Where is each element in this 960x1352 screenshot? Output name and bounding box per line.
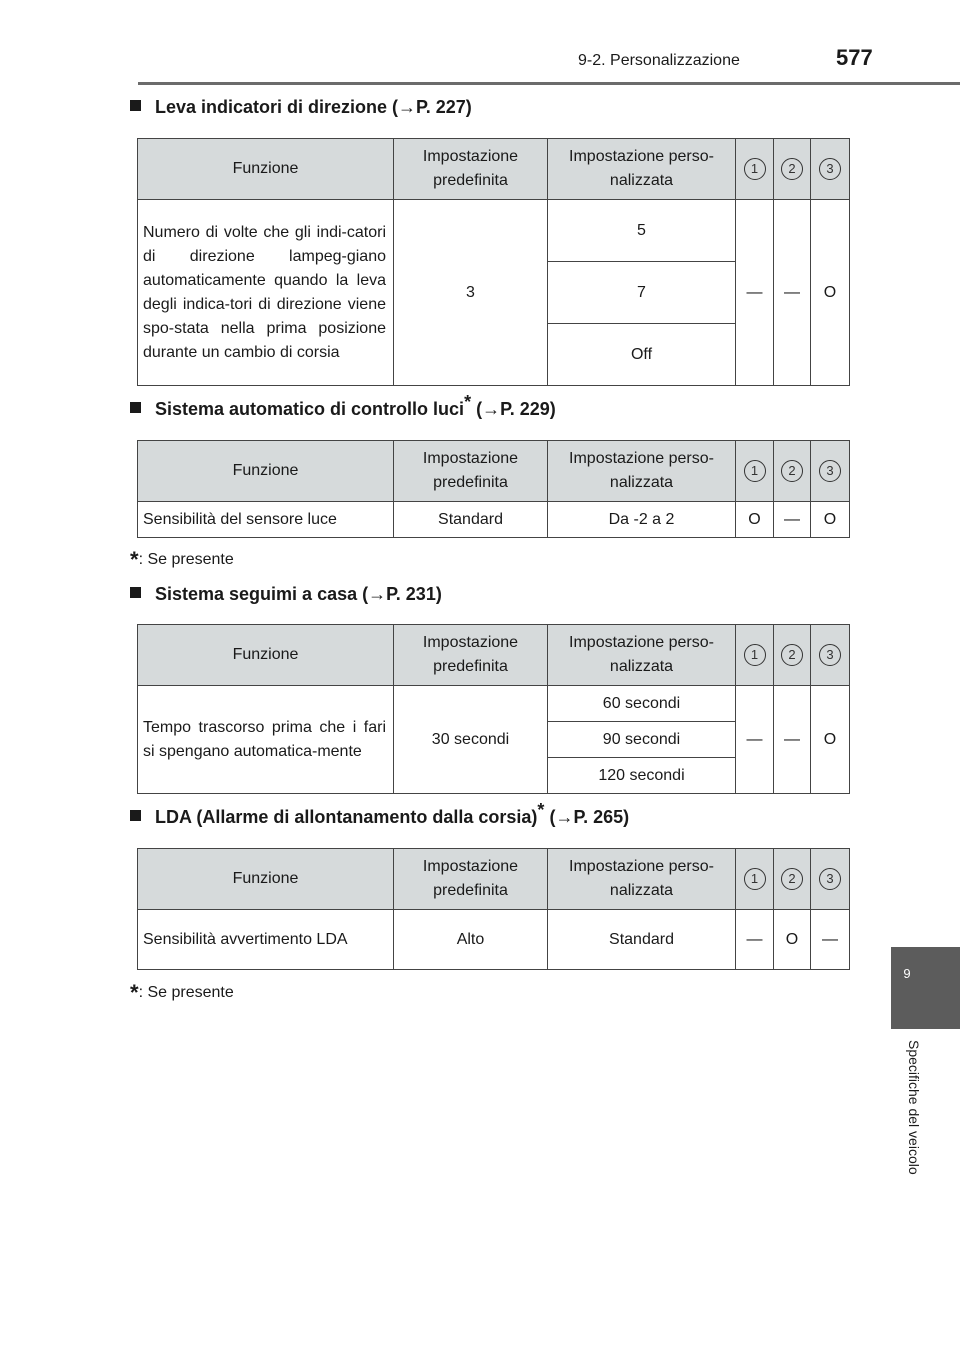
circled-2-icon: 2 [781,868,803,890]
cell-col-2: — [774,200,811,386]
section-heading-lda: LDA (Allarme di allontanamento dalla corsia)* (→P. 265) [130,807,629,828]
circled-1-icon: 1 [744,460,766,482]
table-header-row [138,441,850,502]
footnote: *: Se presente [130,980,234,1005]
cell-option: Off [548,324,736,386]
table-header-row [138,849,850,910]
chapter-tab [891,947,960,1029]
cell-col-1: — [736,200,774,386]
header-personalizzata: Impostazione perso-nalizzata [548,849,736,910]
table-row [138,686,850,722]
square-bullet-icon [130,100,141,111]
header-funzione: Funzione [138,849,394,910]
header-col-2 [774,625,811,686]
circled-3-icon: 3 [819,868,841,890]
settings-table-follow-me-home [137,624,850,794]
header-predefinita: Impostazione predefinita [394,849,548,910]
header-col-3 [811,625,850,686]
cell-option: 7 [548,262,736,324]
header-col-2 [774,849,811,910]
cell-col-2: O [774,910,811,970]
cell-option: 90 secondi [548,722,736,758]
asterisk-mark: * [537,800,545,820]
header-col-1 [736,849,774,910]
header-col-1 [736,441,774,502]
settings-table-auto-light [137,440,850,538]
section-label: 9-2. Personalizzazione [578,52,740,69]
table-row [138,502,850,538]
cell-predefinita: 3 [394,200,548,386]
cell-option: 5 [548,200,736,262]
header-funzione: Funzione [138,625,394,686]
cell-col-3: O [811,200,850,386]
circled-2-icon: 2 [781,158,803,180]
table-row [138,200,850,262]
page-number: 577 [836,45,873,70]
header-personalizzata: Impostazione perso-nalizzata [548,441,736,502]
cell-predefinita: Alto [394,910,548,970]
section-heading-follow-me-home: Sistema seguimi a casa (→P. 231) [130,584,442,605]
cell-option: Standard [548,910,736,970]
circled-1-icon: 1 [744,644,766,666]
table-header-row [138,625,850,686]
cell-col-1: O [736,502,774,538]
footnote-asterisk: * [130,980,139,1005]
footnote: *: Se presente [130,547,234,572]
header-rule [138,82,960,85]
cell-funzione: Sensibilità avvertimento LDA [138,910,394,970]
header-predefinita: Impostazione predefinita [394,625,548,686]
circled-3-icon: 3 [819,460,841,482]
header-col-1 [736,625,774,686]
settings-table-lda [137,848,850,970]
chapter-label: Specifiche del veicolo [906,1040,922,1175]
circled-2-icon: 2 [781,644,803,666]
cell-col-3: — [811,910,850,970]
table-header-row [138,139,850,200]
cell-funzione: Tempo trascorso prima che i fari si spengano automatica-mente [138,686,394,794]
header-personalizzata: Impostazione perso-nalizzata [548,625,736,686]
header-col-1 [736,139,774,200]
table-row [138,910,850,970]
circled-1-icon: 1 [744,868,766,890]
header-col-2 [774,441,811,502]
header-predefinita: Impostazione predefinita [394,139,548,200]
square-bullet-icon [130,810,141,821]
cell-option: 60 secondi [548,686,736,722]
header-personalizzata: Impostazione perso-nalizzata [548,139,736,200]
cell-predefinita: Standard [394,502,548,538]
cell-col-2: — [774,502,811,538]
header-funzione: Funzione [138,139,394,200]
section-heading-auto-light: Sistema automatico di controllo luci* (→P. 229) [130,399,556,420]
circled-1-icon: 1 [744,158,766,180]
chapter-number: 9 [903,966,911,981]
settings-table-turn-signal [137,138,850,386]
header-predefinita: Impostazione predefinita [394,441,548,502]
cell-col-2: — [774,686,811,794]
cell-option: 120 secondi [548,758,736,794]
header-col-3 [811,849,850,910]
footnote-asterisk: * [130,547,139,572]
header-col-3 [811,139,850,200]
square-bullet-icon [130,402,141,413]
asterisk-mark: * [464,392,472,412]
circled-3-icon: 3 [819,644,841,666]
cell-col-1: — [736,910,774,970]
cell-col-3: O [811,502,850,538]
square-bullet-icon [130,587,141,598]
header-funzione: Funzione [138,441,394,502]
cell-col-1: — [736,686,774,794]
header-col-3 [811,441,850,502]
cell-predefinita: 30 secondi [394,686,548,794]
cell-funzione: Numero di volte che gli indi-catori di direzione lampeg-giano automaticamente quando la leva degli indica-tori di direzione viene spo-stata nella prima posizione durante un cambio di corsia [138,200,394,386]
circled-2-icon: 2 [781,460,803,482]
circled-3-icon: 3 [819,158,841,180]
section-heading-turn-signal: Leva indicatori di direzione (→P. 227) [130,97,472,118]
header-col-2 [774,139,811,200]
cell-funzione: Sensibilità del sensore luce [138,502,394,538]
cell-col-3: O [811,686,850,794]
cell-option: Da -2 a 2 [548,502,736,538]
